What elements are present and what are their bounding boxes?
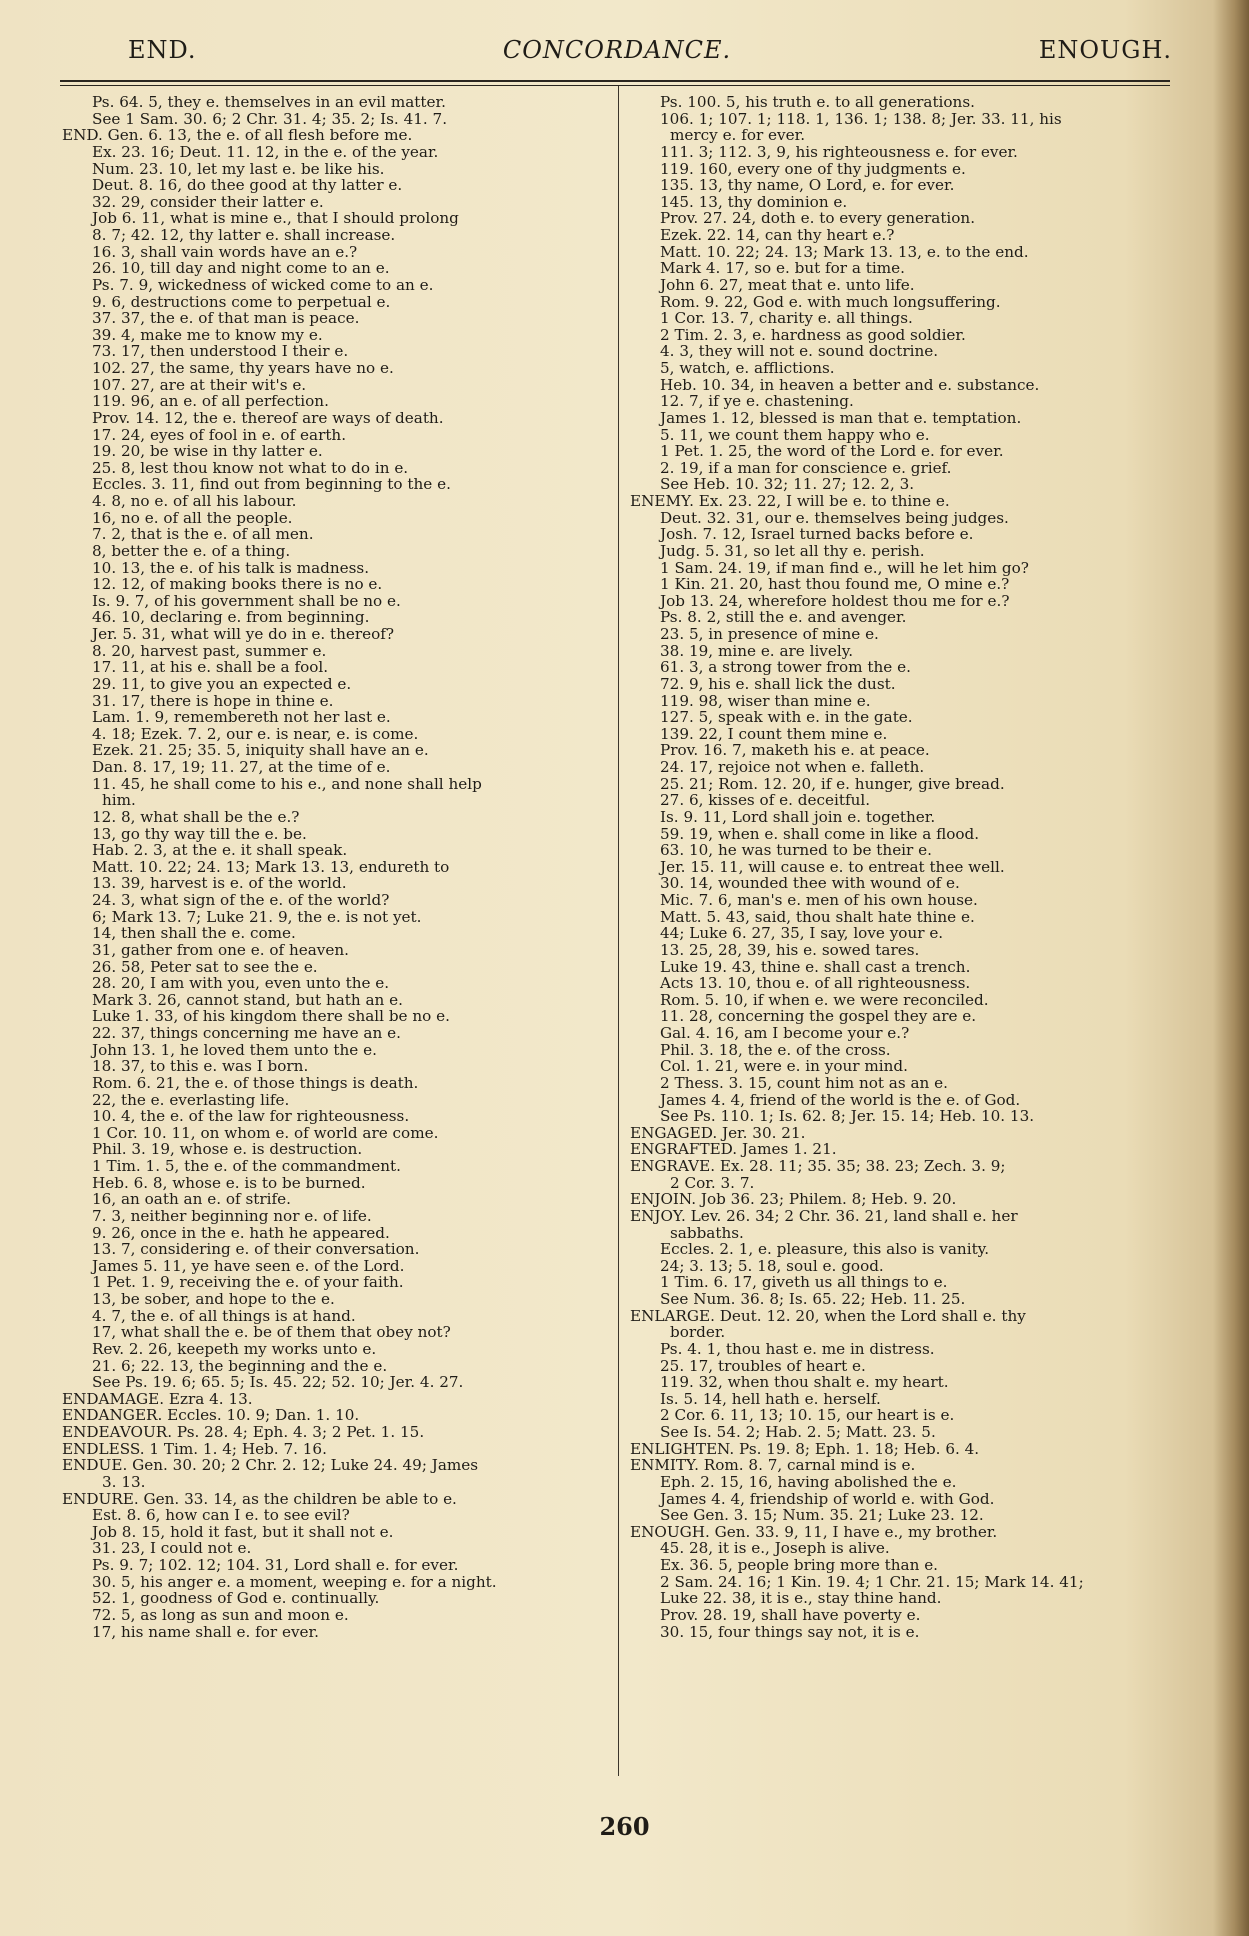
entry-line: 23. 5, in presence of mine e. [660, 626, 879, 643]
entry-line: Ps. 64. 5, they e. themselves in an evil matter. [92, 94, 446, 111]
entry-line: 5. 11, we count them happy who e. [660, 426, 930, 444]
entry-line: 8. 7; 42. 12, thy latter e. shall increase. [92, 227, 396, 244]
entry-line: 24; 3. 13; 5. 18, soul e. good. [660, 1257, 884, 1275]
entry-line: 26. 10, till day and night come to an e. [92, 260, 390, 277]
entry-line: Rom. 9. 22, God e. with much longsuffering. [660, 293, 1001, 311]
entry-headword-line: ENDEAVOUR. Ps. 28. 4; Eph. 4. 3; 2 Pet. 1. 15. [62, 1424, 425, 1441]
entry-line: 1 Cor. 13. 7, charity e. all things. [660, 310, 913, 327]
entry-line: See 1 Sam. 30. 6; 2 Chr. 31. 4; 35. 2; Is. 41. 7. [92, 110, 448, 128]
entry-line: Is. 5. 14, hell hath e. herself. [660, 1390, 881, 1408]
entry-line: 135. 13, thy name, O Lord, e. for ever. [660, 177, 955, 194]
entry-line: 4. 18; Ezek. 7. 2, our e. is near, e. is come. [92, 725, 419, 743]
entry-line: Matt. 10. 22; 24. 13; Mark 13. 13, endureth to [92, 858, 450, 876]
entry-line: John 13. 1, he loved them unto the e. [92, 1041, 377, 1059]
entry-line: Phil. 3. 18, the e. of the cross. [660, 1041, 891, 1059]
entry-line: 1 Pet. 1. 25, the word of the Lord e. for ever. [660, 443, 1004, 460]
header-title: CONCORDANCE. [502, 36, 732, 64]
entry-line: Ps. 4. 1, thou hast e. me in distress. [660, 1340, 935, 1358]
entry-line: Rom. 5. 10, if when e. we were reconciled. [660, 991, 989, 1009]
entry-headword-line: ENJOIN. Job 36. 23; Philem. 8; Heb. 9. 20. [630, 1191, 957, 1208]
entry-headword-line: ENGAGED. Jer. 30. 21. [630, 1124, 806, 1142]
entry-line: Deut. 32. 31, our e. themselves being judges. [660, 509, 1009, 527]
entry-line: 4. 8, no e. of all his labour. [92, 493, 297, 510]
entry-line: 14, then shall the e. come. [92, 925, 296, 942]
entry-line: sabbaths. [670, 1224, 744, 1242]
entry-line: John 6. 27, meat that e. unto life. [660, 276, 915, 294]
entry-line: 27. 6, kisses of e. deceitful. [660, 792, 871, 809]
entry-line: Eph. 2. 15, 16, having abolished the e. [660, 1473, 957, 1491]
entry-headword-line: ENDURE. Gen. 33. 14, as the children be able to e. [62, 1490, 457, 1508]
entry-line: 1 Tim. 1. 5, the e. of the commandment. [92, 1158, 401, 1175]
entry-line: 4. 3, they will not e. sound doctrine. [660, 343, 939, 360]
entry-line: James 4. 4, friendship of world e. with God. [660, 1490, 995, 1508]
entry-line: 102. 27, the same, thy years have no e. [92, 360, 394, 377]
entry-line: Prov. 16. 7, maketh his e. at peace. [660, 742, 930, 759]
entry-line: 17, what shall the e. be of them that obey not? [92, 1324, 451, 1341]
entry-line: 32. 29, consider their latter e. [92, 193, 324, 211]
entry-line: 72. 9, his e. shall lick the dust. [660, 675, 896, 693]
entry-line: 22, the e. everlasting life. [92, 1091, 290, 1109]
entry-line: 39. 4, make me to know my e. [92, 326, 323, 344]
entry-line: 127. 5, speak with e. in the gate. [660, 709, 913, 726]
entry-line: Lam. 1. 9, remembereth not her last e. [92, 709, 391, 726]
entry-line: Ps. 7. 9, wickedness of wicked come to an e. [92, 276, 434, 294]
entry-line: 9. 6, destructions come to perpetual e. [92, 293, 391, 311]
entry-line: 22. 37, things concerning me have an e. [92, 1025, 401, 1042]
entry-line: 30. 14, wounded thee with wound of e. [660, 875, 960, 892]
entry-line: Gal. 4. 16, am I become your e.? [660, 1025, 910, 1042]
entry-line: Josh. 7. 12, Israel turned backs before e. [660, 526, 974, 543]
entry-line: Ezek. 22. 14, can thy heart e.? [660, 227, 895, 244]
entry-line: 26. 58, Peter sat to see the e. [92, 958, 318, 976]
entry-line: 1 Tim. 6. 17, giveth us all things to e. [660, 1274, 948, 1291]
entry-line: Jer. 15. 11, will cause e. to entreat thee well. [660, 858, 1005, 876]
header-left-word: END. [128, 36, 197, 64]
entry-line: James 5. 11, ye have seen e. of the Lord. [92, 1257, 405, 1275]
entry-line: 119. 98, wiser than mine e. [660, 692, 871, 710]
entry-line: James 4. 4, friend of the world is the e. of God. [660, 1091, 1021, 1109]
entry-line: Luke 22. 38, it is e., stay thine hand. [660, 1590, 942, 1607]
entry-line: border. [670, 1324, 726, 1341]
entry-line: 2 Cor. 6. 11, 13; 10. 15, our heart is e. [660, 1407, 955, 1424]
entry-headword-line: ENDLESS. 1 Tim. 1. 4; Heb. 7. 16. [62, 1440, 327, 1458]
column-divider [618, 86, 619, 1776]
entry-line: 25. 8, lest thou know not what to do in e. [92, 459, 409, 477]
entry-line: 3. 13. [102, 1473, 146, 1491]
entry-headword-line: ENMITY. Rom. 8. 7, carnal mind is e. [630, 1457, 916, 1474]
entry-line: Rev. 2. 26, keepeth my works unto e. [92, 1340, 377, 1358]
entry-line: 72. 5, as long as sun and moon e. [92, 1606, 349, 1624]
page-edge-shadow [1213, 0, 1249, 1936]
entry-line: 12. 7, if ye e. chastening. [660, 393, 854, 410]
entry-line: 2 Tim. 2. 3, e. hardness as good soldier. [660, 326, 966, 344]
entry-line: 61. 3, a strong tower from the e. [660, 659, 911, 676]
entry-line: 1 Sam. 24. 19, if man find e., will he let him go? [660, 559, 1029, 577]
entry-line: 44; Luke 6. 27, 35, I say, love your e. [660, 925, 944, 942]
entry-line: See Is. 54. 2; Hab. 2. 5; Matt. 23. 5. [660, 1424, 936, 1441]
entry-line: 2. 19, if a man for conscience e. grief. [660, 459, 952, 477]
entry-line: 17. 11, at his e. shall be a fool. [92, 659, 329, 676]
entry-line: Mic. 7. 6, man's e. men of his own house. [660, 892, 978, 909]
entry-line: 31, gather from one e. of heaven. [92, 941, 349, 959]
page-number: 260 [599, 1812, 650, 1841]
entry-line: 2 Thess. 3. 15, count him not as an e. [660, 1074, 948, 1092]
entry-line: 10. 13, the e. of his talk is madness. [92, 559, 370, 577]
entry-line: Is. 9. 11, Lord shall join e. together. [660, 808, 936, 826]
entry-line: 106. 1; 107. 1; 118. 1, 136. 1; 138. 8; Jer. 33. 11, his [660, 110, 1062, 128]
entry-line: James 1. 12, blessed is man that e. temptation. [660, 409, 1022, 427]
entry-line: 25. 21; Rom. 12. 20, if e. hunger, give bread. [660, 775, 1005, 793]
entry-line: 13, go thy way till the e. be. [92, 825, 307, 843]
entry-headword-line: ENOUGH. Gen. 33. 9, 11, I have e., my brother. [630, 1523, 998, 1541]
entry-line: Ezek. 21. 25; 35. 5, iniquity shall have an e. [92, 742, 429, 759]
entry-line: 7. 2, that is the e. of all men. [92, 526, 314, 543]
entry-line: Mark 3. 26, cannot stand, but hath an e. [92, 991, 403, 1009]
entry-line: 5, watch, e. afflictions. [660, 360, 835, 377]
header-rule [60, 80, 1170, 86]
entry-line: 119. 96, an e. of all perfection. [92, 393, 329, 410]
entry-line: Dan. 8. 17, 19; 11. 27, at the time of e. [92, 759, 391, 776]
entry-line: 9. 26, once in the e. hath he appeared. [92, 1224, 390, 1242]
entry-line: See Ps. 19. 6; 65. 5; Is. 45. 22; 52. 10; Jer. 4. 27. [92, 1374, 464, 1391]
entry-headword-line: ENDUE. Gen. 30. 20; 2 Chr. 2. 12; Luke 24. 49; James [62, 1457, 479, 1474]
entry-line: 59. 19, when e. shall come in like a flood. [660, 825, 980, 843]
entry-line: 18. 37, to this e. was I born. [92, 1058, 309, 1075]
entry-line: Num. 23. 10, let my last e. be like his. [92, 160, 385, 178]
entry-line: 4. 7, the e. of all things is at hand. [92, 1307, 356, 1325]
entry-line: See Num. 36. 8; Is. 65. 22; Heb. 11. 25. [660, 1291, 966, 1308]
entry-line: 31. 23, I could not e. [92, 1540, 252, 1557]
entry-headword-line: ENLIGHTEN. Ps. 19. 8; Eph. 1. 18; Heb. 6. 4. [630, 1440, 980, 1458]
entry-line: 29. 11, to give you an expected e. [92, 675, 352, 693]
entry-line: 8, better the e. of a thing. [92, 542, 291, 560]
entry-line: 2 Sam. 24. 16; 1 Kin. 19. 4; 1 Chr. 21. 15; Mark 14. 41; [660, 1573, 1084, 1591]
entry-line: Is. 9. 7, of his government shall be no e. [92, 592, 401, 610]
entry-line: Prov. 14. 12, the e. thereof are ways of death. [92, 409, 444, 427]
entry-headword-line: END. Gen. 6. 13, the e. of all flesh before me. [62, 127, 413, 144]
entry-headword-line: ENDANGER. Eccles. 10. 9; Dan. 1. 10. [62, 1407, 360, 1424]
entry-line: Judg. 5. 31, so let all thy e. perish. [660, 542, 925, 560]
entry-line: 30. 5, his anger e. a moment, weeping e. for a night. [92, 1573, 497, 1591]
entry-line: 25. 17, troubles of heart e. [660, 1357, 866, 1375]
entry-line: 24. 3, what sign of the e. of the world? [92, 892, 390, 909]
entry-line: 73. 17, then understood I their e. [92, 343, 349, 360]
entry-line: 17. 24, eyes of fool in e. of earth. [92, 426, 347, 444]
entry-line: 24. 17, rejoice not when e. falleth. [660, 759, 925, 776]
entry-line: Matt. 10. 22; 24. 13; Mark 13. 13, e. to the end. [660, 243, 1029, 261]
entry-line: Job 6. 11, what is mine e., that I should prolong [92, 210, 459, 227]
entry-line: 1 Pet. 1. 9, receiving the e. of your faith. [92, 1274, 404, 1291]
entry-line: 63. 10, he was turned to be their e. [660, 842, 932, 859]
entry-line: 30. 15, four things say not, it is e. [660, 1623, 920, 1641]
entry-line: Phil. 3. 19, whose e. is destruction. [92, 1141, 363, 1158]
entry-line: 19. 20, be wise in thy latter e. [92, 443, 323, 460]
entry-line: 12. 8, what shall be the e.? [92, 808, 300, 826]
entry-line: Ps. 8. 2, still the e. and avenger. [660, 609, 907, 626]
entry-headword-line: ENGRAVE. Ex. 28. 11; 35. 35; 38. 23; Zech. 3. 9; [630, 1158, 1006, 1175]
entry-line: 13, be sober, and hope to the e. [92, 1291, 335, 1308]
entry-line: 45. 28, it is e., Joseph is alive. [660, 1540, 890, 1557]
entry-line: 10. 4, the e. of the law for righteousness. [92, 1108, 410, 1125]
entry-line: 16. 3, shall vain words have an e.? [92, 243, 358, 261]
entry-line: 119. 160, every one of thy judgments e. [660, 160, 966, 178]
entry-line: 17, his name shall e. for ever. [92, 1623, 319, 1641]
entry-line: 107. 27, are at their wit's e. [92, 376, 307, 394]
entry-line: 7. 3, neither beginning nor e. of life. [92, 1207, 372, 1225]
entry-line: 2 Cor. 3. 7. [670, 1174, 755, 1192]
entry-line: Deut. 8. 16, do thee good at thy latter e. [92, 177, 403, 194]
right-column [630, 94, 1178, 1640]
entry-line: Job 8. 15, hold it fast, but it shall not e. [92, 1523, 394, 1541]
entry-line: Job 13. 24, wherefore holdest thou me for e.? [660, 592, 1010, 610]
left-column [62, 94, 610, 1640]
entry-line: 21. 6; 22. 13, the beginning and the e. [92, 1357, 388, 1375]
entry-line: Prov. 28. 19, shall have poverty e. [660, 1606, 921, 1624]
entry-line: 11. 28, concerning the gospel they are e. [660, 1008, 977, 1025]
entry-line: 1 Kin. 21. 20, hast thou found me, O mine e.? [660, 576, 1010, 593]
entry-headword-line: ENGRAFTED. James 1. 21. [630, 1141, 837, 1158]
entry-line: Hab. 2. 3, at the e. it shall speak. [92, 842, 348, 859]
entry-line: Ex. 36. 5, people bring more than e. [660, 1557, 939, 1574]
entry-line: him. [102, 792, 136, 809]
entry-line: 12. 12, of making books there is no e. [92, 576, 383, 593]
entry-line: See Heb. 10. 32; 11. 27; 12. 2, 3. [660, 476, 915, 493]
entry-line: 6; Mark 13. 7; Luke 21. 9, the e. is not yet. [92, 908, 422, 926]
entry-line: 52. 1, goodness of God e. continually. [92, 1590, 380, 1607]
entry-line: 38. 19, mine e. are lively. [660, 642, 854, 660]
entry-line: 16, no e. of all the people. [92, 509, 293, 527]
entry-line: 145. 13, thy dominion e. [660, 193, 848, 211]
entry-line: 46. 10, declaring e. from beginning. [92, 609, 370, 626]
entry-line: 13. 39, harvest is e. of the world. [92, 875, 347, 892]
entry-line: Luke 1. 33, of his kingdom there shall be no e. [92, 1008, 450, 1025]
entry-line: Ps. 9. 7; 102. 12; 104. 31, Lord shall e. for ever. [92, 1557, 459, 1574]
entry-line: 11. 45, he shall come to his e., and none shall help [92, 775, 482, 793]
entry-line: 13. 25, 28, 39, his e. sowed tares. [660, 941, 920, 959]
entry-line: 139. 22, I count them mine e. [660, 725, 888, 743]
header-right-word: ENOUGH. [1038, 36, 1172, 64]
entry-line: Eccles. 2. 1, e. pleasure, this also is vanity. [660, 1241, 990, 1258]
entry-line: Col. 1. 21, were e. in your mind. [660, 1058, 908, 1075]
entry-line: See Gen. 3. 15; Num. 35. 21; Luke 23. 12. [660, 1507, 984, 1524]
entry-line: Matt. 5. 43, said, thou shalt hate thine e. [660, 908, 975, 926]
entry-line: 37. 37, the e. of that man is peace. [92, 310, 360, 327]
entry-line: 13. 7, considering e. of their conversation. [92, 1241, 420, 1258]
entry-line: 16, an oath an e. of strife. [92, 1191, 291, 1208]
entry-line: Eccles. 3. 11, find out from beginning to the e. [92, 476, 451, 493]
entry-line: 8. 20, harvest past, summer e. [92, 642, 327, 660]
entry-line: Prov. 27. 24, doth e. to every generation. [660, 210, 976, 227]
entry-line: See Ps. 110. 1; Is. 62. 8; Jer. 15. 14; Heb. 10. 13. [660, 1108, 1035, 1125]
entry-line: Jer. 5. 31, what will ye do in e. thereof? [92, 626, 395, 643]
entry-line: Heb. 6. 8, whose e. is to be burned. [92, 1174, 366, 1192]
entry-line: 28. 20, I am with you, even unto the e. [92, 975, 390, 992]
entry-line: Acts 13. 10, thou e. of all righteousness. [660, 975, 971, 992]
entry-line: 1 Cor. 10. 11, on whom e. of world are come. [92, 1124, 439, 1142]
entry-line: 31. 17, there is hope in thine e. [92, 692, 334, 710]
entry-line: Ps. 100. 5, his truth e. to all generations. [660, 94, 975, 111]
entry-line: Rom. 6. 21, the e. of those things is death. [92, 1074, 419, 1092]
entry-line: Est. 8. 6, how can I e. to see evil? [92, 1507, 350, 1524]
entry-line: 111. 3; 112. 3, 9, his righteousness e. for ever. [660, 143, 1018, 161]
entry-line: Ex. 23. 16; Deut. 11. 12, in the e. of the year. [92, 143, 439, 161]
entry-line: Luke 19. 43, thine e. shall cast a trench. [660, 958, 971, 976]
entry-line: Heb. 10. 34, in heaven a better and e. substance. [660, 376, 1040, 394]
entry-line: Mark 4. 17, so e. but for a time. [660, 260, 905, 277]
entry-line: 119. 32, when thou shalt e. my heart. [660, 1374, 949, 1391]
entry-headword-line: ENEMY. Ex. 23. 22, I will be e. to thine e. [630, 493, 950, 510]
entry-headword-line: ENLARGE. Deut. 12. 20, when the Lord shall e. thy [630, 1307, 1026, 1325]
entry-headword-line: ENDAMAGE. Ezra 4. 13. [62, 1390, 253, 1408]
entry-headword-line: ENJOY. Lev. 26. 34; 2 Chr. 36. 21, land shall e. her [630, 1207, 1018, 1225]
entry-line: mercy e. for ever. [670, 127, 806, 144]
running-header [62, 36, 1172, 76]
